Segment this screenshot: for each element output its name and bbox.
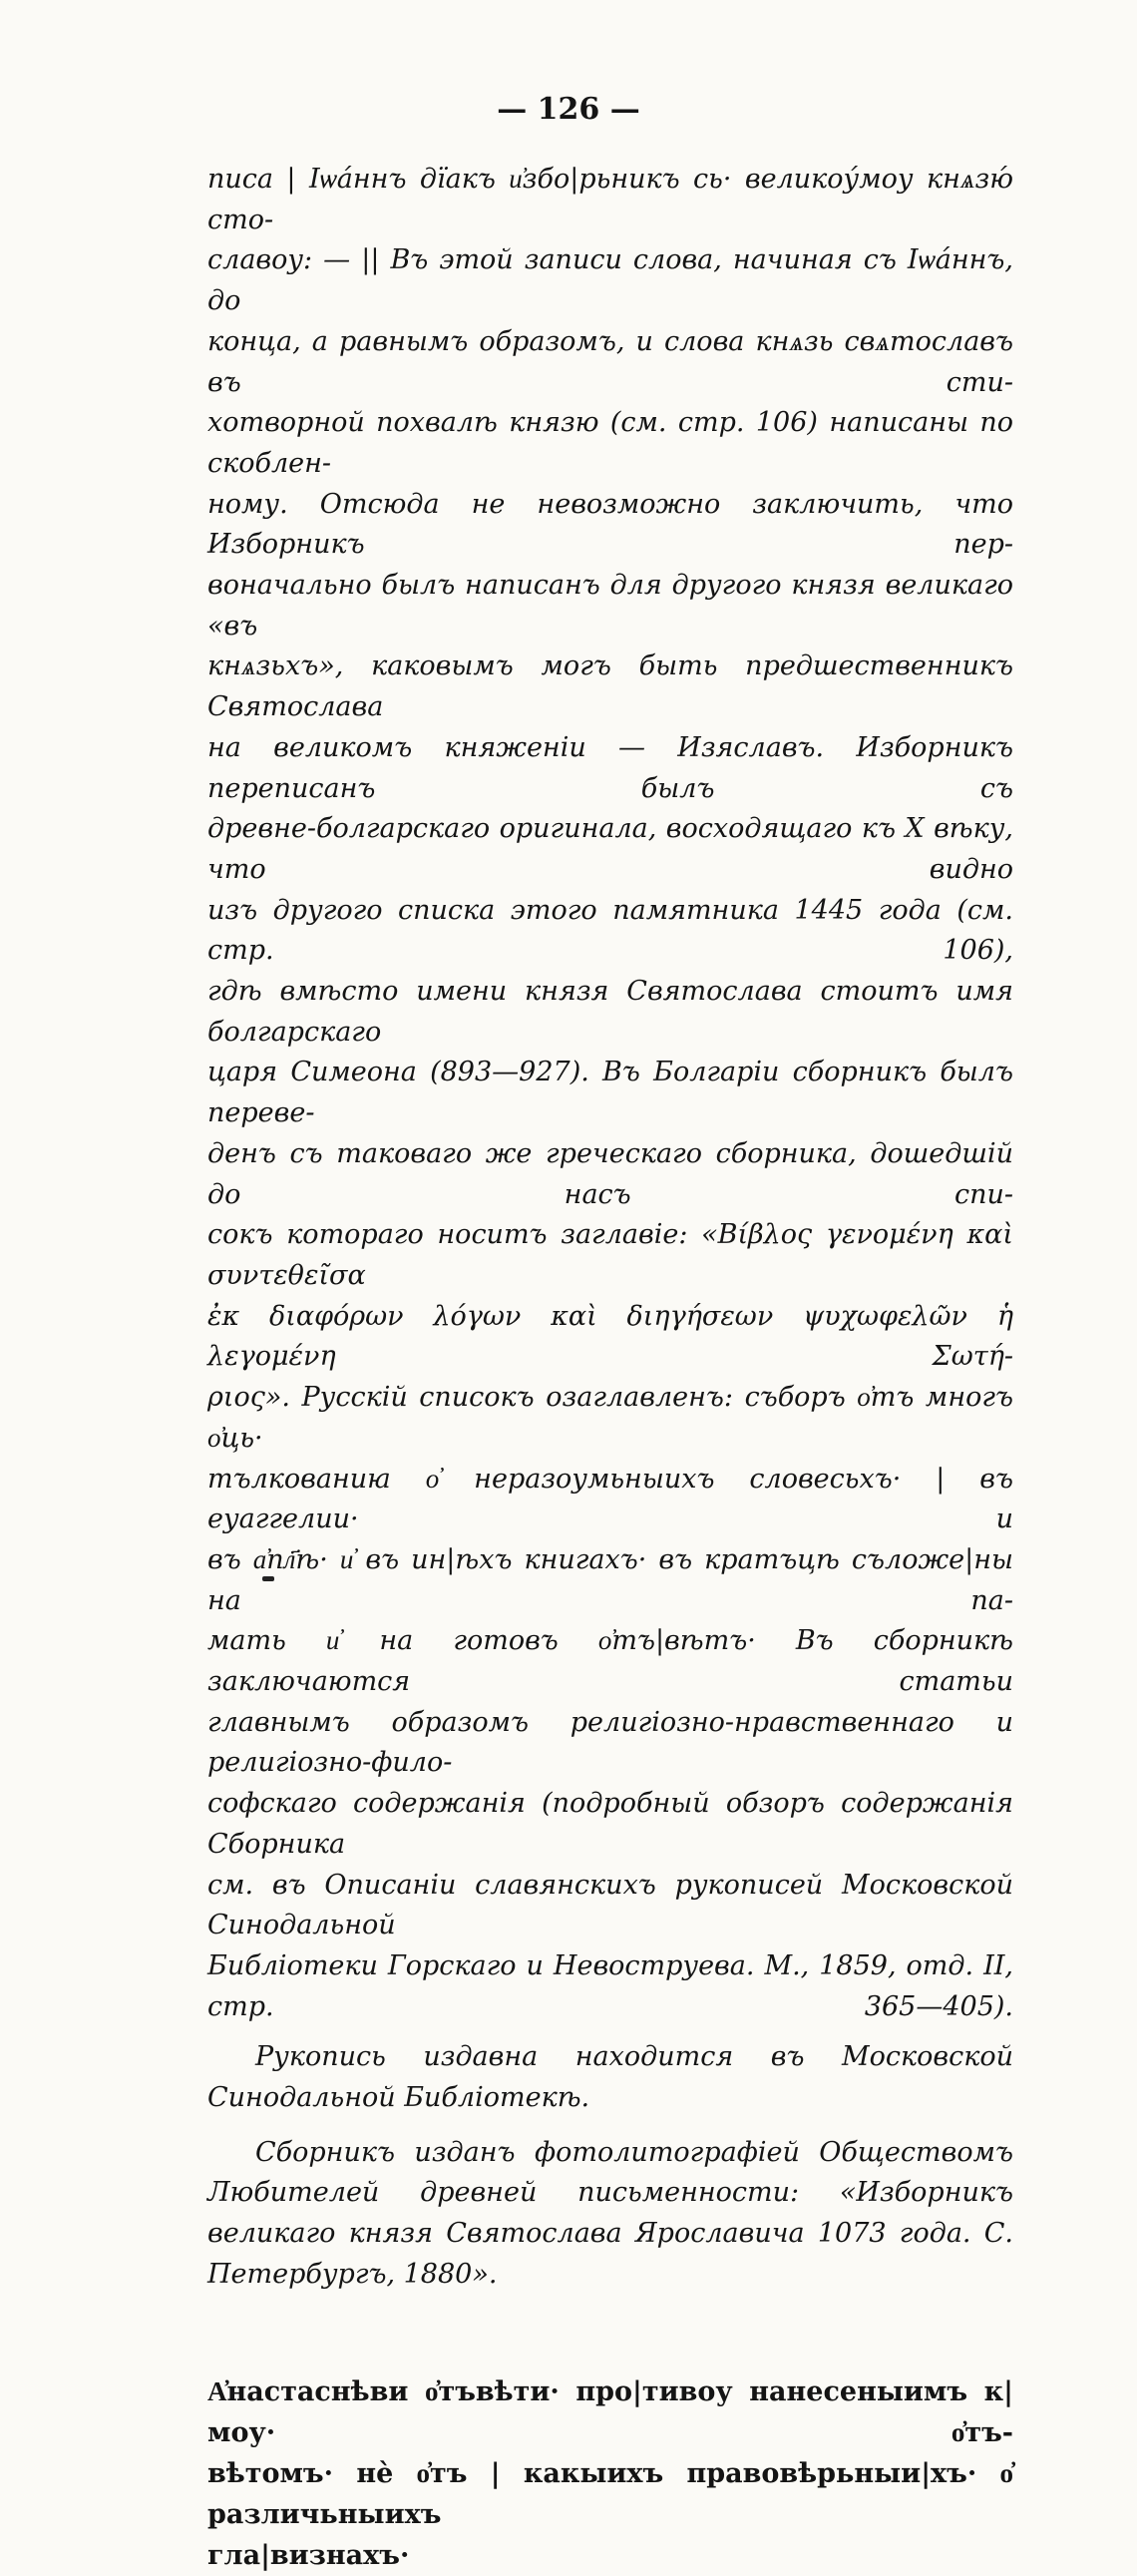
text-line: воначально былъ написанъ для другого князя великаго «въ [207, 570, 1013, 642]
body-text [207, 160, 1013, 2576]
text-line: см. въ Описаніи славянскихъ рукописей Московской Синодальной [207, 1869, 1013, 1941]
text-line: денъ съ таковаго же греческаго сборника, дошедшій до насъ спи- [207, 1137, 1013, 1210]
text-line: изъ другого списка этого памятника 1445 года (см. стр. 106), [207, 894, 1013, 967]
text-line: сокъ котораго носитъ заглавіе: «Βίβλος γενομένη καὶ συντεθεῖσα [207, 1219, 1013, 1291]
text-line: ριος». Русскій списокъ озаглавленъ: съборъ о҆тъ многъ о҆ць· [207, 1382, 1013, 1454]
text-line: главнымъ образомъ религіозно-нравственнаго и религіозно-фило- [207, 1706, 1013, 1779]
text-line: вѣтомъ· нѐ о҆тъ | какыихъ правовѣрьныи|хъ· о҆ различьныихъ [207, 2457, 1013, 2530]
text-line: гдѣ вмѣсто имени князя Святослава стоитъ имя болгарскаго [207, 976, 1013, 1048]
page-number: — 126 — [497, 92, 640, 127]
text-line: на великомъ княженіи — Изяславъ. Изборникъ переписанъ былъ съ [207, 731, 1013, 804]
text-line: мать и҆ на готовъ о҆тъ|вѣтъ· Въ сборникѣ заключаются статьи [207, 1625, 1013, 1698]
text-line: Библіотеки Горскаго и Невоструева. М., 1859, отд. II, [207, 1949, 1013, 1981]
text-line: славоу: — || Въ этой записи слова, начиная съ Іѡа́ннъ, до [207, 244, 1013, 317]
paragraph-publication: Сборникъ изданъ фотолитографіей Обществомъ Любителей древней письменности: «Изборникъ великаго князя Святослава Ярославича 1073 года. С. Петербургъ, 1880». [207, 2136, 1013, 2290]
text-line: писа | Іѡа́ннъ дїакъ и҆збо|рьникъ сь· великоу́моу кнѧзю́ сто- [207, 164, 1013, 235]
text-line: въ а҆пл҃ѣ· и҆ въ ин|ѣхъ книгахъ· въ кратъцѣ съложе|ны на па- [207, 1543, 1013, 1616]
text-line: гла|визнахъ· [207, 2539, 410, 2571]
text-line: царя Симеона (893—927). Въ Болгаріи сборникъ былъ переве- [207, 1057, 1013, 1129]
text-line: А҆настаснѣви о҆тъвѣти· про|тивоу нанесеныимъ к|моу· о҆тъ- [207, 2375, 1013, 2448]
text-line: ному. Отсюда не невозможно заключить, что Изборникъ пер- [207, 488, 1013, 561]
text-line: конца, а равнымъ образомъ, и слова кнѧзь свѧтославъ въ сти- [207, 325, 1013, 398]
paragraph-description [207, 160, 1013, 2027]
paragraph-manuscript-location: Рукопись издавна находится въ Московской Синодальной Библіотекѣ. [207, 2041, 1013, 2114]
text-line: тълкованиꙗ о҆ неразоумьныихъ словесьхъ· | въ еуаггелии· и [207, 1463, 1013, 1535]
text-line: древне-болгарскаго оригинала, восходящаго къ X вѣку, что видно [207, 813, 1013, 885]
text-line: ἐκ διαφόρων λόγων καὶ διηγήσεων ψυχωφελῶν ἡ λεγομένη Σωτή- [207, 1300, 1013, 1373]
text-line: кнѧзьхъ», каковымъ могъ быть предшественникъ Святослава [207, 650, 1013, 723]
stray-mark [262, 1576, 274, 1581]
text-line: софскаго содержанія (подробный обзоръ содержанія Сборника [207, 1788, 1013, 1860]
text-line: хотворной похвалѣ князю (см. стр. 106) написаны по скоблен- [207, 407, 1013, 479]
paragraph-old-slavonic-heading [207, 2371, 1013, 2576]
text-line: стр. 365—405). [207, 1990, 1013, 2022]
